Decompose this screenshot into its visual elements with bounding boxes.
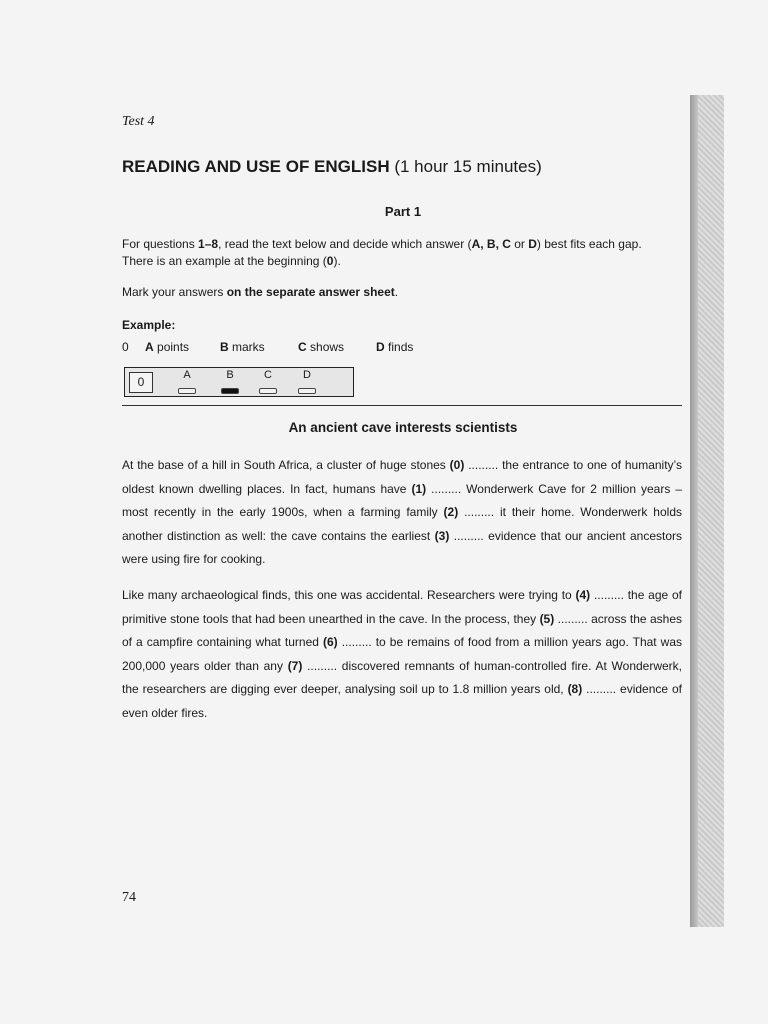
paragraph-2: [122, 584, 682, 725]
gap-7: (7): [287, 658, 303, 673]
answer-grid-number: 0: [129, 372, 153, 393]
instr-range: 1–8: [198, 237, 219, 251]
mark-bold: on the separate answer sheet: [226, 285, 395, 299]
text-title: An ancient cave interests scientists: [288, 420, 518, 435]
option-letter: C: [298, 340, 307, 354]
example-option-b: [220, 340, 265, 354]
instructions: [122, 236, 692, 270]
gap-8: (8): [567, 682, 583, 696]
instr-example-num: 0: [326, 254, 334, 268]
answer-grid-letter-a: A: [183, 369, 191, 381]
instr-text: or: [510, 237, 529, 251]
answer-bubble-b: [221, 388, 239, 394]
option-word: shows: [310, 340, 345, 354]
option-letter: B: [220, 340, 229, 354]
instr-text: , read the text below and decide which answer (: [218, 237, 472, 251]
answer-grid-letter-c: C: [264, 369, 272, 381]
para-text: ......... the entrance to one of humanity’s oldest known dwelling places. In fact, humans have: [122, 458, 682, 496]
gap-6: (6): [322, 635, 338, 649]
para-text: Like many archaeological finds, this one was accidental. Researchers were trying to: [122, 588, 576, 602]
gap-1: (1): [411, 481, 427, 496]
gap-4: (4): [575, 588, 591, 602]
para-text: ......... evidence that our ancient ancestors were using fire for cooking.: [122, 528, 682, 566]
para-text: ......... discovered remnants of human-controlled fire. At Wonderwerk, the researchers are digging ever deeper, analysing soil up to 1.8 million years old,: [122, 658, 683, 696]
instr-text: There is an example at the beginning (: [122, 254, 327, 268]
mark-text: .: [394, 285, 399, 299]
answer-grid-letter-b: B: [226, 369, 234, 381]
para-text: ......... evidence of even older fires.: [122, 682, 682, 720]
answer-grid-letter-d: D: [303, 369, 311, 381]
option-letter: A: [145, 340, 154, 354]
divider-rule: [122, 405, 682, 406]
para-text: At the base of a hill in South Africa, a cluster of huge stones: [122, 458, 450, 472]
paragraph-1: [122, 454, 682, 572]
example-option-a: [145, 340, 189, 354]
example-option-d: [376, 340, 413, 354]
option-letter: D: [376, 340, 385, 354]
mark-text: Mark your answers: [122, 285, 227, 299]
gap-2: (2): [443, 505, 459, 519]
part-title: Part 1: [384, 204, 422, 219]
mark-instruction: [122, 285, 398, 299]
para-text: ......... to be remains of food from a million years ago. That was 200,000 years older than any: [122, 635, 683, 673]
instr-text: ) best fits each gap.: [536, 237, 642, 251]
gap-0: (0): [449, 458, 465, 472]
example-answer-grid: [124, 367, 354, 397]
example-number: 0: [122, 340, 129, 354]
test-label: Test 4: [122, 114, 155, 129]
answer-bubble-d: [298, 388, 316, 394]
example-option-c: [298, 340, 344, 354]
page-number: 74: [122, 890, 136, 905]
section-duration: (1 hour 15 minutes): [389, 157, 542, 176]
instr-text: ).: [333, 254, 341, 268]
instr-letters: A, B, C: [471, 237, 511, 251]
instr-letter-d: D: [528, 237, 537, 251]
para-text: ......... across the ashes of a campfire containing what turned: [122, 611, 682, 649]
option-word: points: [157, 340, 190, 354]
gap-5: (5): [539, 611, 555, 626]
answer-bubble-c: [259, 388, 277, 394]
example-label: Example:: [122, 318, 176, 332]
option-word: marks: [232, 340, 265, 354]
answer-bubble-a: [178, 388, 196, 394]
para-text: ......... the age of primitive stone tools that had been unearthed in the cave. In the process, they: [122, 588, 682, 626]
gap-3: (3): [434, 528, 450, 543]
section-title-bold: READING AND USE OF ENGLISH: [122, 157, 390, 176]
para-text: ......... Wonderwerk Cave for 2 million years – most recently in the early 1900s, when a farming family: [122, 481, 682, 519]
instr-text: For questions: [122, 237, 199, 251]
book-spine-shadow: [690, 95, 724, 927]
option-word: finds: [388, 340, 414, 354]
section-title: [122, 157, 542, 177]
para-text: ......... it their home. Wonderwerk holds another distinction as well: the cave contains the earliest: [122, 505, 682, 543]
